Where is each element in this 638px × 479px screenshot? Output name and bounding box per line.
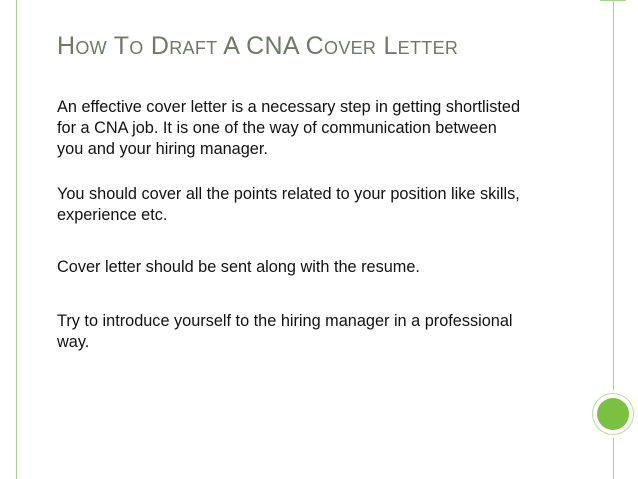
paragraph-intro: An effective cover letter is a necessary step in getting shortlisted for a CNA job. It is one of the way of communication between you and your hiring manager.	[57, 98, 521, 158]
right-border-line	[613, 0, 614, 390]
slide-title: How To Draft A CNA Cover Letter	[57, 32, 459, 60]
paragraph-send-with-resume: Cover letter should be sent along with the resume.	[57, 258, 420, 276]
paragraph-cover-points: You should cover all the points related to your position like skills, experience etc.	[57, 185, 520, 224]
decorative-green-circle-icon	[597, 398, 629, 430]
left-border-line	[16, 0, 17, 479]
paragraph-introduce-yourself: Try to introduce yourself to the hiring manager in a professional way.	[57, 312, 513, 351]
right-border-line-lower	[613, 438, 614, 479]
